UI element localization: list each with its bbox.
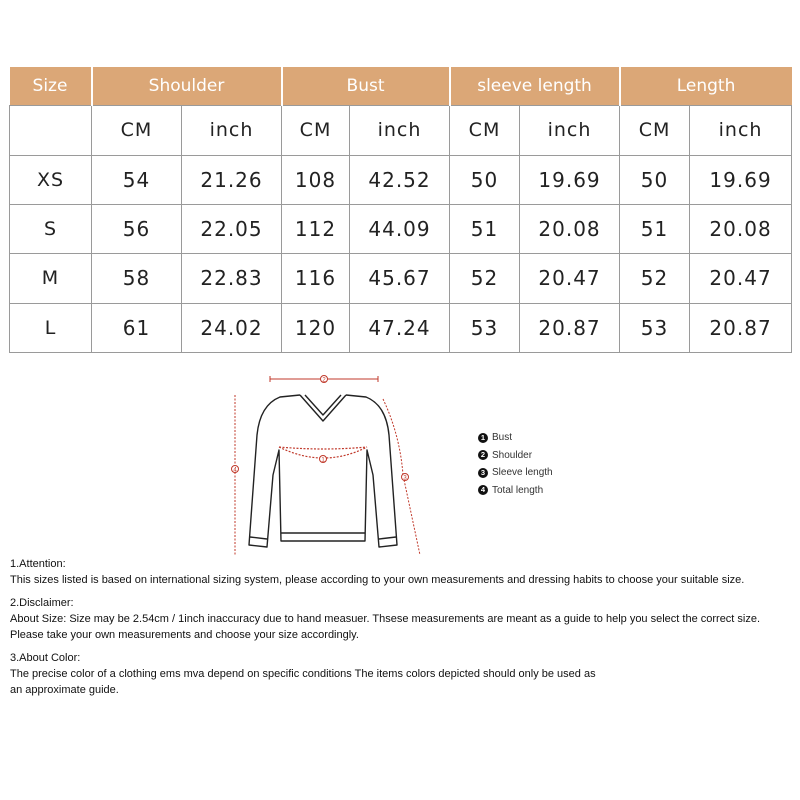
- legend-number-icon: 3: [478, 468, 488, 478]
- measurement-legend: [478, 429, 553, 499]
- legend-number-icon: 2: [478, 450, 488, 460]
- value-cell: 112: [282, 204, 350, 253]
- disclaimer-title: 2.Disclaimer:: [10, 597, 74, 609]
- notes-section: [10, 556, 800, 705]
- value-cell: 42.52: [350, 155, 450, 204]
- header-sleeve-length: sleeve length: [450, 67, 620, 106]
- table-row: [10, 204, 792, 253]
- value-cell: 52: [450, 254, 520, 303]
- color-title: 3.About Color:: [10, 652, 81, 664]
- value-cell: 22.83: [182, 254, 282, 303]
- value-cell: 53: [450, 303, 520, 352]
- value-cell: 21.26: [182, 155, 282, 204]
- legend-item-bust: [478, 429, 553, 447]
- value-cell: 19.69: [690, 155, 792, 204]
- unit-cell: inch: [350, 106, 450, 155]
- disclaimer-note: [10, 595, 800, 643]
- value-cell: 20.47: [690, 254, 792, 303]
- unit-cell: CM: [620, 106, 690, 155]
- attention-text: This sizes listed is based on international sizing system, please according to your own measurements and dressing habits to choose your suitable size.: [10, 574, 745, 586]
- value-cell: 20.87: [690, 303, 792, 352]
- size-cell: M: [10, 254, 92, 303]
- shoulder-marker: 2: [322, 377, 326, 384]
- value-cell: 19.69: [520, 155, 620, 204]
- value-cell: 61: [92, 303, 182, 352]
- value-cell: 22.05: [182, 204, 282, 253]
- unit-cell: CM: [450, 106, 520, 155]
- size-chart-table: [9, 67, 792, 353]
- size-cell: L: [10, 303, 92, 352]
- unit-cell: inch: [182, 106, 282, 155]
- disclaimer-text: About Size: Size may be 2.54cm / 1inch inaccuracy due to hand measuer. Thsese measurements are meant as a guide to help you select the correct size.: [10, 613, 761, 625]
- header-length: Length: [620, 67, 792, 106]
- table-header-row: [10, 67, 792, 106]
- value-cell: 20.47: [520, 254, 620, 303]
- legend-item-total-length: [478, 482, 553, 500]
- value-cell: 52: [620, 254, 690, 303]
- value-cell: 56: [92, 204, 182, 253]
- value-cell: 116: [282, 254, 350, 303]
- unit-cell: inch: [520, 106, 620, 155]
- unit-cell-empty: [10, 106, 92, 155]
- disclaimer-text: Please take your own measurements and choose your size accordingly.: [10, 629, 359, 641]
- header-size: Size: [10, 67, 92, 106]
- value-cell: 20.08: [520, 204, 620, 253]
- value-cell: 20.08: [690, 204, 792, 253]
- unit-cell: inch: [690, 106, 792, 155]
- table-row: [10, 155, 792, 204]
- color-text: an approximate guide.: [10, 684, 119, 696]
- value-cell: 54: [92, 155, 182, 204]
- legend-label: Sleeve length: [492, 467, 553, 479]
- value-cell: 51: [620, 204, 690, 253]
- value-cell: 58: [92, 254, 182, 303]
- legend-item-sleeve-length: [478, 464, 553, 482]
- sleeve-marker: 3: [403, 475, 407, 482]
- color-text: The precise color of a clothing ems mva depend on specific conditions The items colors depicted should only be used as: [10, 668, 596, 680]
- value-cell: 50: [620, 155, 690, 204]
- size-cell: S: [10, 204, 92, 253]
- length-marker: 4: [233, 467, 237, 474]
- table-row: [10, 254, 792, 303]
- unit-cell: CM: [282, 106, 350, 155]
- value-cell: 47.24: [350, 303, 450, 352]
- unit-cell: CM: [92, 106, 182, 155]
- sweater-measurement-diagram: [215, 365, 440, 565]
- legend-label: Bust: [492, 432, 513, 444]
- legend-number-icon: 4: [478, 485, 488, 495]
- value-cell: 120: [282, 303, 350, 352]
- header-shoulder: Shoulder: [92, 67, 282, 106]
- bust-marker: 1: [321, 457, 325, 464]
- unit-row: [10, 106, 792, 155]
- legend-label: Shoulder: [492, 449, 533, 461]
- table-row: [10, 303, 792, 352]
- attention-note: [10, 556, 800, 588]
- size-cell: XS: [10, 155, 92, 204]
- value-cell: 108: [282, 155, 350, 204]
- attention-title: 1.Attention:: [10, 558, 66, 570]
- legend-number-icon: 1: [478, 433, 488, 443]
- value-cell: 44.09: [350, 204, 450, 253]
- value-cell: 45.67: [350, 254, 450, 303]
- value-cell: 51: [450, 204, 520, 253]
- legend-label: Total length: [492, 484, 544, 496]
- legend-item-shoulder: [478, 447, 553, 465]
- color-note: [10, 650, 800, 698]
- value-cell: 20.87: [520, 303, 620, 352]
- value-cell: 50: [450, 155, 520, 204]
- value-cell: 53: [620, 303, 690, 352]
- header-bust: Bust: [282, 67, 450, 106]
- value-cell: 24.02: [182, 303, 282, 352]
- sweater-outline-icon: [249, 395, 397, 547]
